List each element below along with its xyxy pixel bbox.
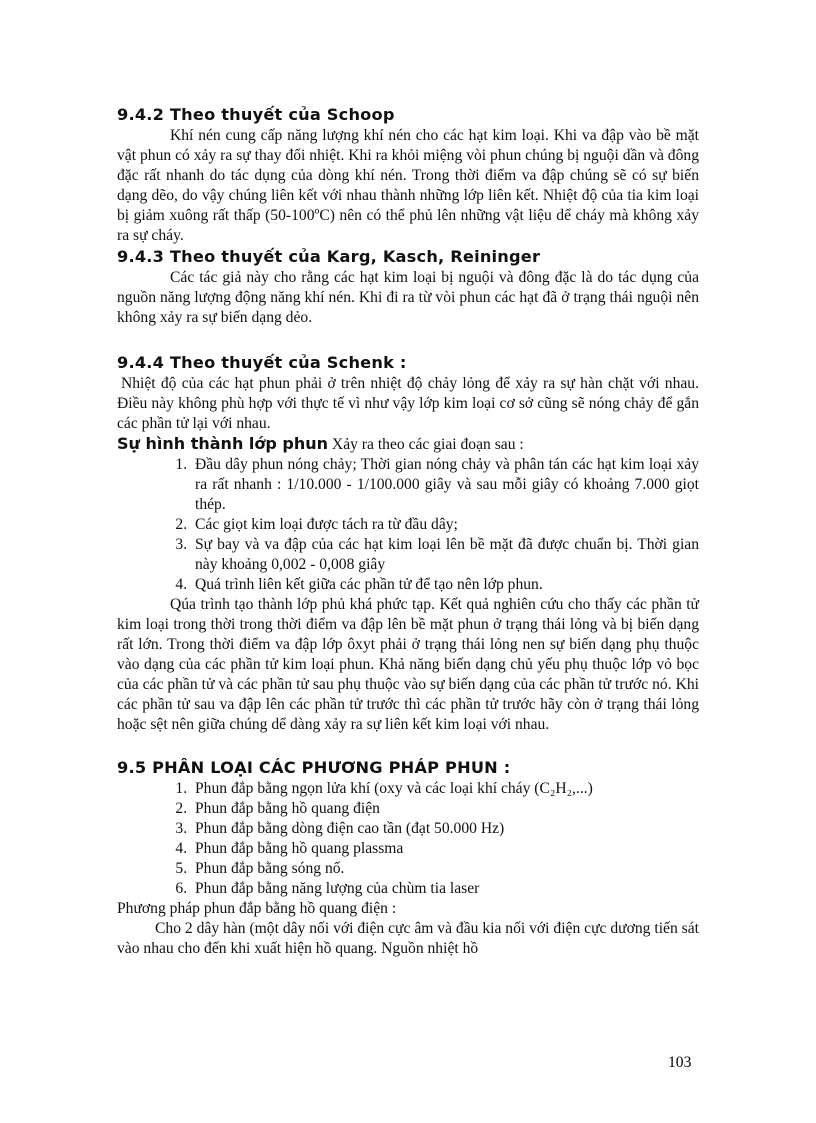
section-9-4-3-title: 9.4.3 Theo thuyết của Karg, Kasch, Reininger (117, 247, 541, 266)
formation-paragraph (117, 434, 699, 455)
list-item: 1. Phun đắp bằng ngọn lửa khí (oxy và các loại khí cháy (C₂H₂,...) (191, 779, 699, 799)
section-9-4-4-title: 9.4.4 Theo thuyết của Schenk : (117, 353, 407, 372)
section-9-4-3-body: Các tác giả này cho rằng các hạt kim loại bị nguội và đông đặc là do tác dụng của nguồn năng lượng động năng khí nén. Khi đi ra từ vòi phun các hạt đã ở trạng thái nguội nên không xảy ra sự biến dạng dẻo. (117, 269, 699, 326)
list-item: 4. Phun đắp bằng hồ quang plassma (191, 839, 699, 859)
list-item: 6. Phun đắp bằng năng lượng của chùm tia laser (191, 879, 699, 899)
arc-spray-body: Cho 2 dây hàn (một dây nối với điện cực âm và đầu kia nối với điện cực dương tiến sát vào nhau cho đến khi xuất hiện hồ quang. Nguồn nhiệt hồ (117, 920, 699, 957)
spacer (117, 328, 699, 352)
list-item: 4. Quá trình liên kết giữa các phần tử để tạo nên lớp phun. (191, 575, 699, 595)
formation-lead: Sự hình thành lớp phun (117, 434, 329, 453)
formation-intro: Xảy ra theo các giai đoạn sau : (328, 436, 524, 453)
section-9-4-2-body: Khí nén cung cấp năng lượng khí nén cho các hạt kim loại. Khi va đập vào bề mặt vật phun có xảy ra sự thay đổi nhiệt. Khi ra khỏi miệng vòi phun chúng bị nguội dần và đông đặc rất nhanh do tác dụng của dòng khí nén. Trong thời điểm va đập chúng sẽ có sự biến dạng dẽo, do vậy chúng liên kết với nhau thành những lớp liên kết. Nhiệt độ của tia kim loại bị giảm xuông rất thấp (50-100ºC) nên có thể phủ lên những vật liệu dể cháy mà không xảy ra sự cháy. (117, 127, 699, 244)
list-item: 2. Phun đắp bằng hồ quang điện (191, 799, 699, 819)
list-item: 1. Đầu dây phun nóng chảy; Thời gian nóng chảy và phân tán các hạt kim loại xảy ra rất nhanh : 1/10.000 - 1/100.000 giây và sau mỗi giây có khoảng 7.000 giọt thép. (191, 455, 699, 515)
formation-body: Qúa trình tạo thành lớp phủ khá phức tạp. Kết quả nghiên cứu cho thấy các phần tử kim loại trong thời trong thời điểm va đập lên bề mặt phun ở trạng thái lỏng và bị biến dạng rất lớn. Trong thời điểm va đập lớp ôxyt phải ở trạng thái lỏng nen sự biến dạng phụ thuộc vào dạng của các phần tử kim loại phun. Khả năng biến dạng chủ yếu phụ thuộc lớp vỏ bọc của các phần tử và các phần tử sau phụ thuộc vào sự biến dạng của các phần tử trước nó. Khi các phần tử sau va đập lên các phần tử trước thì các phần tử trước hãy còn ở trạng thái lỏng hoặc sệt nên giữa chúng dể dàng xảy ra sự liên kết kim loại với nhau. (117, 596, 699, 733)
section-9-4-2-title: 9.4.2 Theo thuyết của Schoop (117, 105, 395, 124)
section-9-5-title: 9.5 PHÂN LOẠI CÁC PHƯƠNG PHÁP PHUN : (117, 758, 511, 777)
arc-spray-subtitle: Phương pháp phun đắp bằng hồ quang điện : (117, 900, 397, 917)
page-number: 103 (668, 1054, 692, 1071)
section-9-4-4-body: Nhiệt độ của các hạt phun phải ở trên nhiệt độ chảy lỏng để xảy ra sự hàn chặt với nhau. Điều này không phù hợp với thực tế vì như vậy lớp kim loại cơ sở cũng sẽ nóng chảy để gắn các phần tử lại với nhau. (117, 375, 699, 432)
document-page (117, 104, 699, 959)
list-item: 5. Phun đắp bằng sóng nổ. (191, 859, 699, 879)
spacer (117, 735, 699, 757)
methods-list (117, 779, 699, 899)
list-item: 2. Các giọt kim loại được tách ra từ đầu dây; (191, 515, 699, 535)
formation-steps-list (117, 455, 699, 595)
list-item: 3. Phun đắp bằng dòng điện cao tần (đạt 50.000 Hz) (191, 819, 699, 839)
list-item: 3. Sự bay và va đập của các hạt kim loại lên bề mặt đã được chuẩn bị. Thời gian này khoảng 0,002 - 0,008 giây (191, 535, 699, 575)
